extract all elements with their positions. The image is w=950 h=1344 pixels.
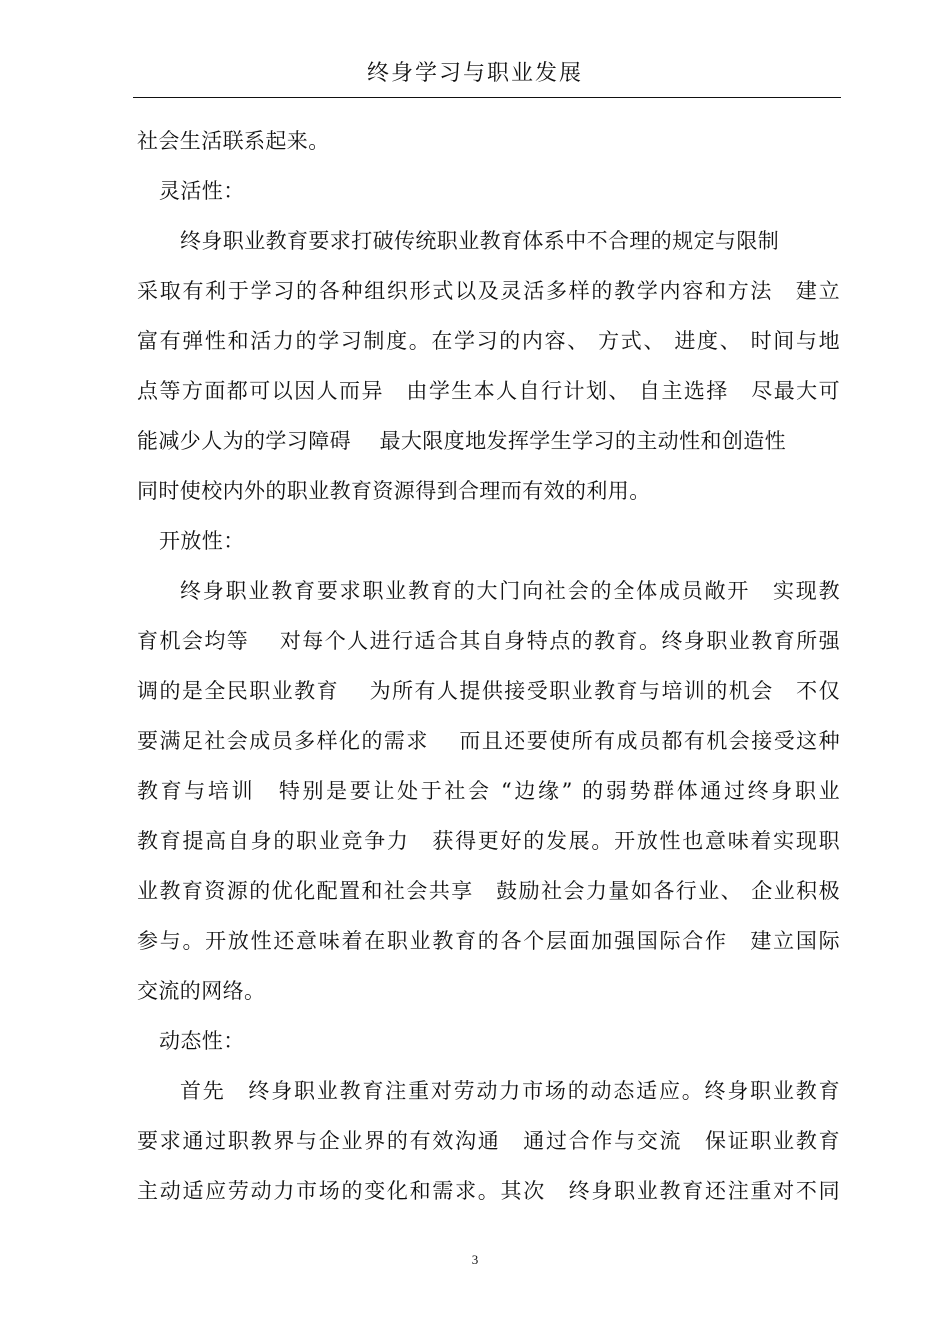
- text-line: 终身职业教育要求职业教育的大门向社会的全体成员敞开 实现教: [180, 579, 840, 603]
- header-divider: [133, 97, 841, 98]
- section-heading-flexibility: 灵活性：: [159, 179, 245, 203]
- text-line: 能减少人为的学习障碍 最大限度地发挥学生学习的主动性和创造性: [137, 429, 787, 453]
- text-line: 同时使校内外的职业教育资源得到合理而有效的利用。: [137, 479, 651, 503]
- text-line: 采取有利于学习的各种组织形式以及灵活多样的教学内容和方法 建立: [137, 279, 840, 303]
- text-line: 调的是全民职业教育 为所有人提供接受职业教育与培训的机会 不仅: [137, 679, 840, 703]
- text-line: 业教育资源的优化配置和社会共享 鼓励社会力量如各行业、 企业积极: [137, 879, 840, 903]
- body-text: [137, 116, 840, 1216]
- text-line: 教育提高自身的职业竞争力 获得更好的发展。开放性也意味着实现职: [137, 829, 840, 853]
- text-line: 交流的网络。: [137, 979, 266, 1003]
- text-line: 教育与培训 特别是要让处于社会 “边缘” 的弱势群体通过终身职业: [137, 779, 840, 803]
- text-line: 要满足社会成员多样化的需求 而且还要使所有成员都有机会接受这种: [137, 729, 840, 753]
- page-number: 3: [471, 1252, 479, 1267]
- running-header-title: 终身学习与职业发展: [366, 61, 583, 86]
- text-line: 育机会均等 对每个人进行适合其自身特点的教育。终身职业教育所强: [137, 629, 840, 653]
- section-heading-openness: 开放性：: [159, 529, 245, 553]
- text-line: 首先 终身职业教育注重对劳动力市场的动态适应。终身职业教育: [180, 1079, 840, 1103]
- text-line: 富有弹性和活力的学习制度。在学习的内容、 方式、 进度、 时间与地: [137, 329, 840, 353]
- text-line: 社会生活联系起来。: [137, 129, 330, 153]
- text-line: 主动适应劳动力市场的变化和需求。其次 终身职业教育还注重对不同: [137, 1179, 840, 1203]
- text-line: 点等方面都可以因人而异 由学生本人自行计划、 自主选择 尽最大可: [137, 379, 840, 403]
- text-line: 参与。开放性还意味着在职业教育的各个层面加强国际合作 建立国际: [137, 929, 840, 953]
- section-heading-dynamism: 动态性：: [159, 1029, 245, 1053]
- text-line: 要求通过职教界与企业界的有效沟通 通过合作与交流 保证职业教育: [137, 1129, 840, 1153]
- text-line: 终身职业教育要求打破传统职业教育体系中不合理的规定与限制: [180, 229, 780, 253]
